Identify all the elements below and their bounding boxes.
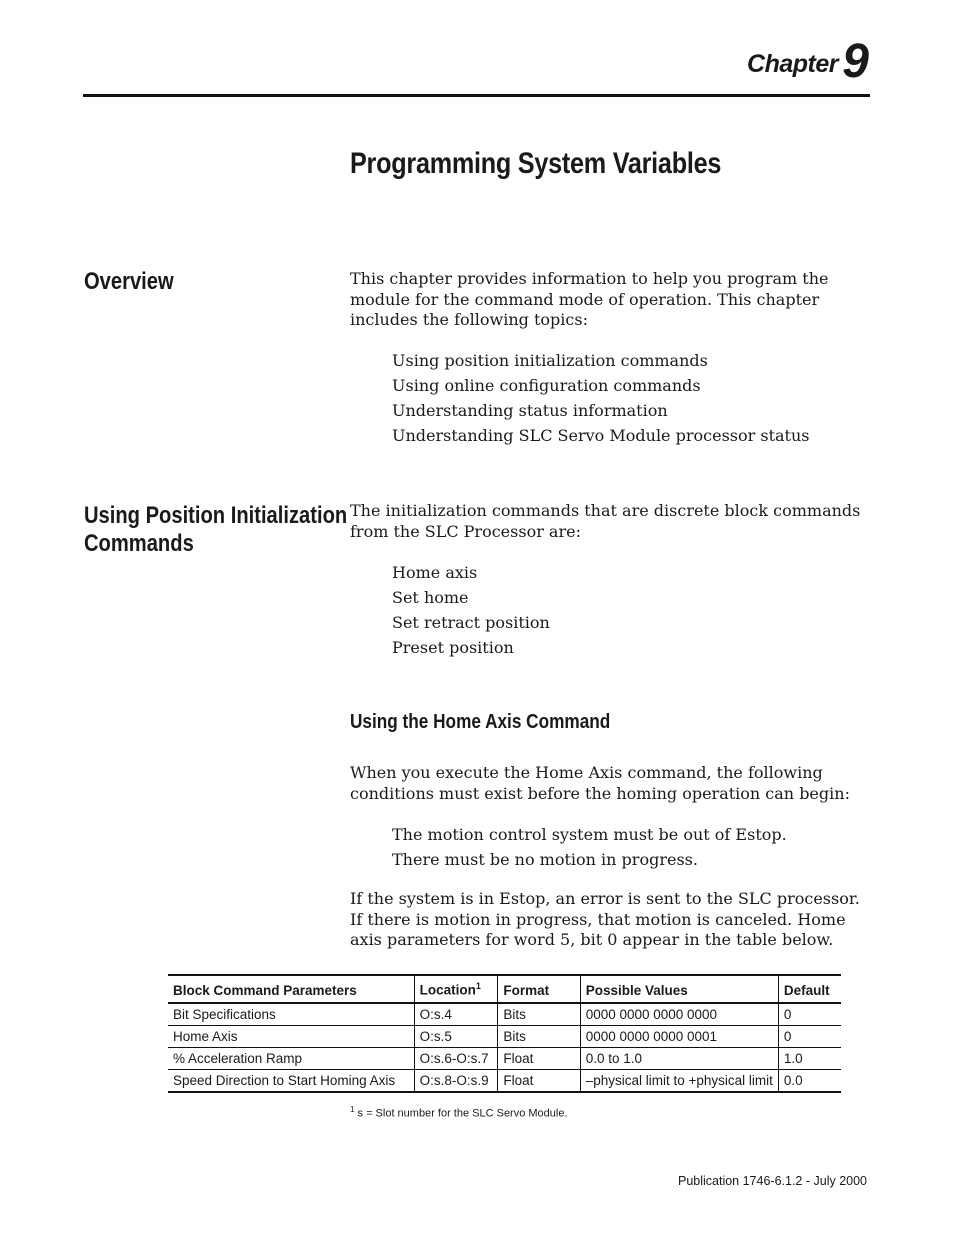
header-location: Location$^1$ xyxy=(414,975,498,1003)
position-init-heading xyxy=(84,502,347,558)
overview-heading: Overview xyxy=(84,268,174,295)
position-init-heading-line1: Using Position Initialization xyxy=(84,502,348,529)
cell-format: Bits xyxy=(498,1003,580,1026)
chapter-label: Chapter xyxy=(747,50,838,78)
cell-location: O:s.8-O:s.9 xyxy=(414,1069,498,1092)
cell-values: 0000 0000 0000 0000 xyxy=(580,1003,778,1026)
cell-parameter: Bit Specifications xyxy=(173,1006,276,1022)
list-item: Using online configuration commands xyxy=(392,376,701,395)
cell-format: Bits xyxy=(498,1025,580,1047)
list-item: Set home xyxy=(392,588,469,607)
chapter-number: 9 xyxy=(842,35,869,88)
cell-location: O:s.4 xyxy=(414,1003,498,1026)
header-default: Default xyxy=(778,975,841,1003)
cell-location: O:s.5 xyxy=(414,1025,498,1047)
cell-default: 0 xyxy=(778,1003,841,1026)
cell-parameter: % Acceleration Ramp xyxy=(168,1047,414,1069)
home-axis-para1: When you execute the Home Axis command, the following conditions must exist before the homing operation can begin: xyxy=(350,763,850,803)
cell-parameter: Home Axis xyxy=(168,1025,414,1047)
table-row xyxy=(168,1003,841,1026)
overview-topic-list xyxy=(392,348,809,448)
init-command-list xyxy=(392,560,550,660)
header-rule xyxy=(83,94,870,97)
list-item: Using position initialization commands xyxy=(392,351,708,370)
footnote-marker: 1 xyxy=(350,1105,355,1114)
home-axis-condition-list xyxy=(392,822,787,872)
position-init-intro: The initialization commands that are discrete block commands from the SLC Processor are: xyxy=(350,501,861,541)
position-init-heading-line2: Commands xyxy=(84,530,194,557)
cell-values: 0000 0000 0000 0001 xyxy=(580,1025,778,1047)
list-item: Set retract position xyxy=(392,613,550,632)
home-axis-parameter-table xyxy=(168,974,841,1093)
cell-default: 0.0 xyxy=(778,1069,841,1092)
list-item: There must be no motion in progress. xyxy=(392,850,698,869)
cell-default: 0 xyxy=(778,1025,841,1047)
page-title: Programming System Variables xyxy=(350,147,722,180)
header-possible-values: Possible Values xyxy=(580,975,778,1003)
table-footnote xyxy=(350,1105,568,1120)
cell-values: –physical limit to +physical limit xyxy=(580,1069,778,1092)
overview-intro: This chapter provides information to help you program the module for the command mode of operation. This chapter includes the following topics: xyxy=(350,269,829,329)
cell-parameter: Speed Direction to Start Homing Axis xyxy=(168,1069,414,1092)
home-axis-heading: Using the Home Axis Command xyxy=(350,711,611,733)
list-item: Understanding SLC Servo Module processor status xyxy=(392,426,810,445)
cell-format: Float xyxy=(498,1047,580,1069)
header-format: Format xyxy=(498,975,580,1003)
footnote-marker: 1 xyxy=(475,981,481,991)
cell-location: O:s.6-O:s.7 xyxy=(414,1047,498,1069)
table-row xyxy=(168,1025,841,1047)
cell-default: 1.0 xyxy=(778,1047,841,1069)
table-row xyxy=(168,1069,841,1092)
footnote-text: s = Slot number for the SLC Servo Module. xyxy=(354,1107,568,1120)
cell-values: 0.0 to 1.0 xyxy=(580,1047,778,1069)
list-item: The motion control system must be out of Estop. xyxy=(392,825,787,844)
list-item: Understanding status information xyxy=(392,401,668,420)
list-item: Home axis xyxy=(392,563,478,582)
table-header-row xyxy=(168,975,841,1003)
table-row xyxy=(168,1047,841,1069)
cell-format: Float xyxy=(498,1069,580,1092)
publication-footer: Publication 1746-6.1.2 - July 2000 xyxy=(677,1174,867,1188)
list-item: Preset position xyxy=(392,638,514,657)
home-axis-para2: If the system is in Estop, an error is sent to the SLC processor. If there is motion in progress, that motion is canceled. Home axis parameters for word 5, bit 0 appear in the table below. xyxy=(350,889,860,949)
header-parameters: Block Command Parameters xyxy=(168,975,414,1003)
